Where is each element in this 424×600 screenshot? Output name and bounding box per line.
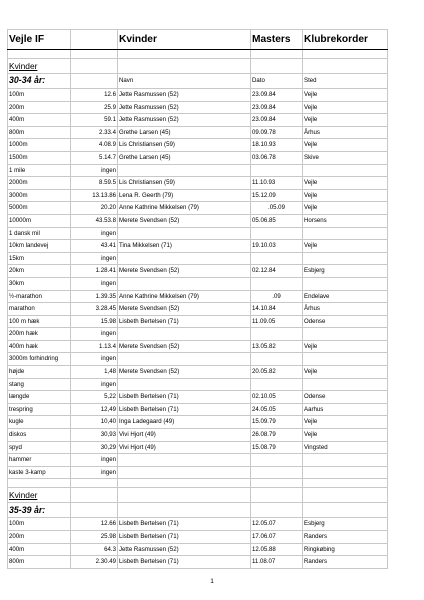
place-cell: Vejle xyxy=(303,429,388,442)
name-cell: Inga Ladegaard (49) xyxy=(118,416,251,429)
date-cell: 11.08.07 xyxy=(251,556,303,569)
name-cell: Vivi Hjort (49) xyxy=(118,441,251,454)
place-cell: Vejle xyxy=(303,202,388,215)
record-row xyxy=(8,101,388,114)
result-cell: 13.13.86 xyxy=(71,189,118,202)
place-cell xyxy=(303,164,388,177)
date-cell: 23.09.84 xyxy=(251,114,303,127)
empty-cell xyxy=(71,74,118,89)
result-cell: ingen xyxy=(71,353,118,366)
event-cell: marathon xyxy=(8,303,71,316)
event-cell: 800m xyxy=(8,556,71,569)
record-row xyxy=(8,265,388,278)
event-cell: stang xyxy=(8,378,71,391)
event-cell: 1 dansk mil xyxy=(8,227,71,240)
name-cell: Lis Christiansen (59) xyxy=(118,177,251,190)
result-cell: 5,22 xyxy=(71,391,118,404)
result-cell: 12,49 xyxy=(71,403,118,416)
date-cell xyxy=(251,252,303,265)
date-cell xyxy=(251,454,303,467)
record-row xyxy=(8,429,388,442)
spacer-row xyxy=(8,50,388,59)
age-group-row xyxy=(8,503,388,518)
empty-cell xyxy=(118,59,251,74)
record-row xyxy=(8,340,388,353)
result-cell: 30,93 xyxy=(71,429,118,442)
result-cell: ingen xyxy=(71,378,118,391)
date-cell: 15.09.79 xyxy=(251,416,303,429)
result-cell: 25.98 xyxy=(71,531,118,544)
record-row xyxy=(8,378,388,391)
event-cell: 100m xyxy=(8,89,71,102)
result-cell: 1.13.4 xyxy=(71,340,118,353)
record-row xyxy=(8,139,388,152)
place-cell: Århus xyxy=(303,303,388,316)
age-group-row xyxy=(8,74,388,89)
section-title-row xyxy=(8,59,388,74)
place-cell: Odense xyxy=(303,391,388,404)
date-cell xyxy=(251,328,303,341)
place-cell: Endelave xyxy=(303,290,388,303)
event-cell: 10000m xyxy=(8,214,71,227)
place-cell: Vejle xyxy=(303,101,388,114)
event-cell: 15km xyxy=(8,252,71,265)
record-row xyxy=(8,391,388,404)
event-cell: 1 mile xyxy=(8,164,71,177)
place-cell: Ringkøbing xyxy=(303,543,388,556)
date-cell: 23.09.84 xyxy=(251,89,303,102)
record-row xyxy=(8,126,388,139)
date-cell: 26.08.79 xyxy=(251,429,303,442)
result-cell: 10,40 xyxy=(71,416,118,429)
name-cell: Grethe Larsen (45) xyxy=(118,151,251,164)
date-cell: 12.05.07 xyxy=(251,518,303,531)
record-row xyxy=(8,202,388,215)
date-cell: 15.08.79 xyxy=(251,441,303,454)
name-cell xyxy=(118,277,251,290)
name-cell xyxy=(118,378,251,391)
empty-cell xyxy=(251,59,303,74)
place-cell: Vejle xyxy=(303,189,388,202)
empty-cell xyxy=(118,479,251,488)
place-cell: Vejle xyxy=(303,89,388,102)
place-cell xyxy=(303,227,388,240)
empty-cell xyxy=(71,59,118,74)
empty-cell xyxy=(303,479,388,488)
date-cell: 19.10.03 xyxy=(251,240,303,253)
event-cell: 1000m xyxy=(8,139,71,152)
name-cell: Merete Svendsen (52) xyxy=(118,366,251,379)
name-cell: Lisbeth Bertelsen (71) xyxy=(118,531,251,544)
result-cell: 43.53.8 xyxy=(71,214,118,227)
event-cell: 100 m hæk xyxy=(8,315,71,328)
name-cell: Anne Kathrine Mikkelsen (79) xyxy=(118,202,251,215)
result-cell: 4.08.9 xyxy=(71,139,118,152)
empty-cell xyxy=(118,50,251,59)
result-cell: ingen xyxy=(71,164,118,177)
result-cell: 3.28.45 xyxy=(71,303,118,316)
date-cell: 05.06.85 xyxy=(251,214,303,227)
place-cell xyxy=(303,252,388,265)
result-cell: 5.14.7 xyxy=(71,151,118,164)
masters-title: Masters xyxy=(251,30,303,50)
name-cell: Lisbeth Bertelsen (71) xyxy=(118,403,251,416)
record-row xyxy=(8,366,388,379)
result-cell: 43.41 xyxy=(71,240,118,253)
result-cell: 8.59.5 xyxy=(71,177,118,190)
name-cell xyxy=(118,164,251,177)
section-title: Kvinder xyxy=(8,488,71,503)
place-cell: Århus xyxy=(303,126,388,139)
record-row xyxy=(8,290,388,303)
record-row xyxy=(8,454,388,467)
section-title-row xyxy=(8,488,388,503)
record-row xyxy=(8,466,388,479)
empty-cell xyxy=(71,479,118,488)
result-cell: 30,29 xyxy=(71,441,118,454)
date-cell: 09.09.78 xyxy=(251,126,303,139)
event-cell: 10km landevej xyxy=(8,240,71,253)
name-cell xyxy=(118,353,251,366)
event-cell: kaste 3-kamp xyxy=(8,466,71,479)
date-cell: 11.09.05 xyxy=(251,315,303,328)
result-cell: 1,48 xyxy=(71,366,118,379)
result-cell: 20.20 xyxy=(71,202,118,215)
date-cell: 24.05.05 xyxy=(251,403,303,416)
event-cell: 400m xyxy=(8,543,71,556)
name-cell: Tina Mikkelsen (71) xyxy=(118,240,251,253)
record-row xyxy=(8,543,388,556)
empty-cell xyxy=(251,479,303,488)
date-cell: 18.10.93 xyxy=(251,139,303,152)
name-cell: Lisbeth Bertelsen (71) xyxy=(118,315,251,328)
result-cell: 59.1 xyxy=(71,114,118,127)
result-cell: ingen xyxy=(71,227,118,240)
event-cell: 20km xyxy=(8,265,71,278)
date-column-header: Dato xyxy=(251,74,303,89)
event-cell: trespring xyxy=(8,403,71,416)
title-row xyxy=(8,30,388,50)
place-cell: Randers xyxy=(303,556,388,569)
place-cell: Vejle xyxy=(303,177,388,190)
name-cell: Jette Rasmussen (52) xyxy=(118,101,251,114)
result-cell: 15.98 xyxy=(71,315,118,328)
empty-cell xyxy=(71,50,118,59)
age-group-label: 35-39 år: xyxy=(8,503,71,518)
name-cell: Jette Rasmussen (52) xyxy=(118,114,251,127)
record-row xyxy=(8,252,388,265)
empty-cell xyxy=(118,488,251,503)
place-cell: Vejle xyxy=(303,114,388,127)
place-cell: Randers xyxy=(303,531,388,544)
result-cell: 1.28.41 xyxy=(71,265,118,278)
name-cell: Merete Svendsen (52) xyxy=(118,214,251,227)
name-cell: Lisbeth Bertelsen (71) xyxy=(118,391,251,404)
result-cell: 12.66 xyxy=(71,518,118,531)
date-cell: 03.06.78 xyxy=(251,151,303,164)
name-cell xyxy=(118,454,251,467)
place-cell xyxy=(303,277,388,290)
place-column-header xyxy=(303,503,388,518)
empty-cell xyxy=(303,488,388,503)
date-cell: 20.05.82 xyxy=(251,366,303,379)
date-cell xyxy=(251,227,303,240)
event-cell: ½-marathon xyxy=(8,290,71,303)
date-cell xyxy=(251,466,303,479)
result-cell: 1.39.35 xyxy=(71,290,118,303)
place-cell xyxy=(303,353,388,366)
records-table xyxy=(7,29,388,569)
event-cell: 200m xyxy=(8,531,71,544)
name-cell: Lisbeth Bertelsen (71) xyxy=(118,556,251,569)
place-cell: Esbjerg xyxy=(303,265,388,278)
event-cell: 2000m xyxy=(8,177,71,190)
record-row xyxy=(8,353,388,366)
result-cell: ingen xyxy=(71,466,118,479)
place-cell: Esbjerg xyxy=(303,518,388,531)
club-name: Vejle IF xyxy=(8,30,71,50)
event-cell: 800m xyxy=(8,126,71,139)
name-cell: Anne Kathrine Mikkelsen (79) xyxy=(118,290,251,303)
event-cell: 1500m xyxy=(8,151,71,164)
place-cell xyxy=(303,466,388,479)
name-cell xyxy=(118,227,251,240)
event-cell: højde xyxy=(8,366,71,379)
record-row xyxy=(8,531,388,544)
record-row xyxy=(8,214,388,227)
event-cell: længde xyxy=(8,391,71,404)
result-cell: 2.33.4 xyxy=(71,126,118,139)
record-row xyxy=(8,277,388,290)
record-row xyxy=(8,240,388,253)
name-cell: Grethe Larsen (45) xyxy=(118,126,251,139)
empty-cell xyxy=(251,488,303,503)
result-cell: ingen xyxy=(71,277,118,290)
record-row xyxy=(8,556,388,569)
place-cell: Vejle xyxy=(303,139,388,152)
date-cell: 13.05.82 xyxy=(251,340,303,353)
record-row xyxy=(8,403,388,416)
record-row xyxy=(8,315,388,328)
records-table-body xyxy=(8,30,388,569)
date-cell xyxy=(251,353,303,366)
name-column-header xyxy=(118,503,251,518)
place-column-header: Sted xyxy=(303,74,388,89)
name-cell: Merete Svendsen (52) xyxy=(118,340,251,353)
record-row xyxy=(8,89,388,102)
record-row xyxy=(8,114,388,127)
place-cell xyxy=(303,328,388,341)
place-cell: Vejle xyxy=(303,240,388,253)
date-cell: 12.05.88 xyxy=(251,543,303,556)
record-row xyxy=(8,328,388,341)
event-cell: kugle xyxy=(8,416,71,429)
date-cell: 11.10.93 xyxy=(251,177,303,190)
place-cell: Vejle xyxy=(303,366,388,379)
age-group-label: 30-34 år: xyxy=(8,74,71,89)
name-column-header: Navn xyxy=(118,74,251,89)
place-cell xyxy=(303,378,388,391)
record-row xyxy=(8,518,388,531)
title-spacer xyxy=(71,30,118,50)
records-title: Klubrekorder xyxy=(303,30,388,50)
date-cell: 15.12.09 xyxy=(251,189,303,202)
place-cell: Vejle xyxy=(303,340,388,353)
event-cell: 400m xyxy=(8,114,71,127)
record-row xyxy=(8,441,388,454)
date-cell: .09 xyxy=(251,290,303,303)
place-cell: Odense xyxy=(303,315,388,328)
empty-cell xyxy=(71,503,118,518)
date-cell xyxy=(251,277,303,290)
event-cell: 30km xyxy=(8,277,71,290)
date-cell: 02.12.84 xyxy=(251,265,303,278)
section-title: Kvinder xyxy=(8,59,71,74)
empty-cell xyxy=(8,479,71,488)
date-column-header xyxy=(251,503,303,518)
empty-cell xyxy=(71,488,118,503)
spacer-row xyxy=(8,479,388,488)
record-row xyxy=(8,177,388,190)
result-cell: 2.30.49 xyxy=(71,556,118,569)
date-cell xyxy=(251,164,303,177)
event-cell: diskos xyxy=(8,429,71,442)
name-cell xyxy=(118,466,251,479)
record-row xyxy=(8,416,388,429)
name-cell: Merete Svendsen (52) xyxy=(118,265,251,278)
name-cell: Merete Svendsen (52) xyxy=(118,303,251,316)
result-cell: 64.3 xyxy=(71,543,118,556)
result-cell: 25.9 xyxy=(71,101,118,114)
name-cell: Jette Rasmussen (52) xyxy=(118,89,251,102)
place-cell: Aarhus xyxy=(303,403,388,416)
event-cell: 5000m xyxy=(8,202,71,215)
empty-cell xyxy=(303,50,388,59)
record-row xyxy=(8,151,388,164)
record-row xyxy=(8,164,388,177)
event-cell: 3000m forhindring xyxy=(8,353,71,366)
date-cell: 14.10.84 xyxy=(251,303,303,316)
event-cell: 100m xyxy=(8,518,71,531)
date-cell: 23.09.84 xyxy=(251,101,303,114)
date-cell xyxy=(251,378,303,391)
name-cell: Lena R. Geerth (79) xyxy=(118,189,251,202)
result-cell: ingen xyxy=(71,252,118,265)
result-cell: ingen xyxy=(71,328,118,341)
place-cell xyxy=(303,454,388,467)
empty-cell xyxy=(303,59,388,74)
event-cell: 400m hæk xyxy=(8,340,71,353)
name-cell: Vivi Hjort (49) xyxy=(118,429,251,442)
name-cell: Lis Christiansen (59) xyxy=(118,139,251,152)
result-cell: 12.6 xyxy=(71,89,118,102)
date-cell: .05.09 xyxy=(251,202,303,215)
empty-cell xyxy=(251,50,303,59)
place-cell: Skive xyxy=(303,151,388,164)
place-cell: Vejle xyxy=(303,416,388,429)
page-number: 1 xyxy=(210,578,214,585)
date-cell: 17.06.07 xyxy=(251,531,303,544)
place-cell: Horsens xyxy=(303,214,388,227)
name-cell: Lisbeth Bertelsen (71) xyxy=(118,518,251,531)
record-row xyxy=(8,189,388,202)
category-title: Kvinder xyxy=(118,30,251,50)
event-cell: 200m hæk xyxy=(8,328,71,341)
date-cell: 02.10.05 xyxy=(251,391,303,404)
record-row xyxy=(8,227,388,240)
empty-cell xyxy=(8,50,71,59)
name-cell: Jette Rasmussen (52) xyxy=(118,543,251,556)
name-cell xyxy=(118,328,251,341)
event-cell: 200m xyxy=(8,101,71,114)
place-cell: Vingsted xyxy=(303,441,388,454)
result-cell: ingen xyxy=(71,454,118,467)
name-cell xyxy=(118,252,251,265)
event-cell: 3000m xyxy=(8,189,71,202)
record-row xyxy=(8,303,388,316)
event-cell: spyd xyxy=(8,441,71,454)
event-cell: hammer xyxy=(8,454,71,467)
